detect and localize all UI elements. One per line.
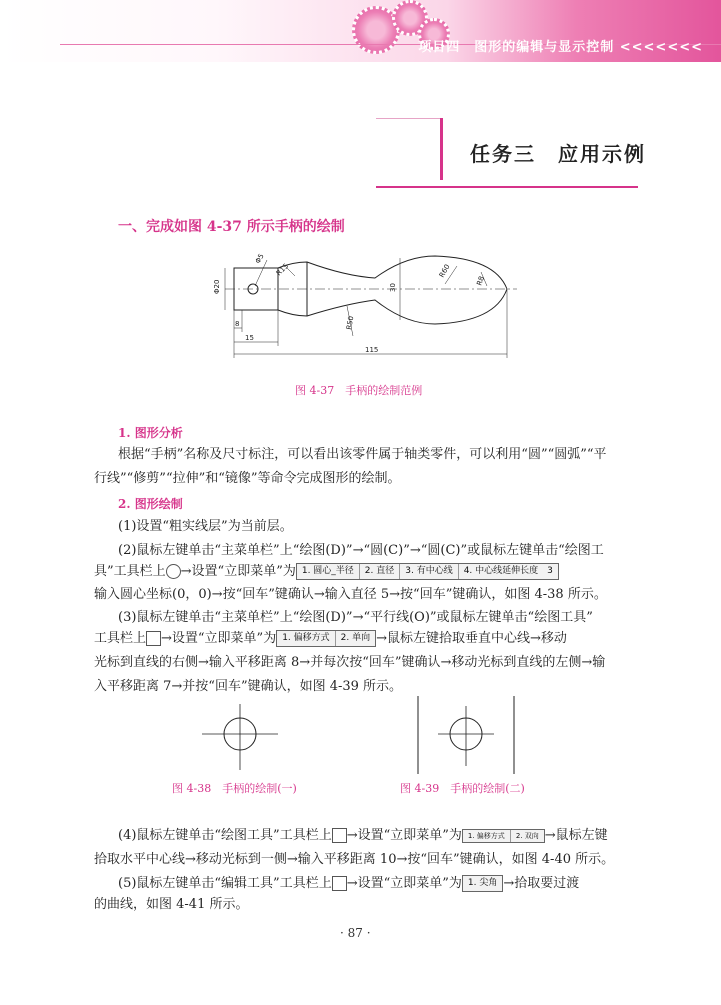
menu-field[interactable]: 1. 偏移方式 [277,631,335,646]
step4-line-2: 拾取水平中心线→移动光标到一侧→输入平移距离 10→按“回车”键确认，如图 4-40 所示。 [94,852,615,867]
step5-text-c: →拾取要过渡 [503,876,580,891]
header-title: 项目四 图形的编辑与显示控制 <<<<<<< [418,40,703,55]
analysis-line-2: 行线”“修剪”“拉伸”和“镜像”等命令完成图形的绘制。 [94,471,401,486]
immediate-menu-parallel[interactable] [276,630,376,647]
immediate-menu-parallel-both[interactable] [462,829,545,843]
task-title-underline [376,186,638,188]
dim-r15: R15 [274,262,291,278]
step2-line-3: 输入圆心坐标(0，0)→按“回车”键确认→输入直径 5→按“回车”键确认，如图 4-38 所示。 [94,587,607,602]
dim-w30: 30 [389,283,397,292]
step2-line-1: (2)鼠标左键单击“主菜单栏”上“绘图(D)”→“圆(C)”→“圆(C)”或鼠标左键单击“绘图工 [118,543,604,558]
step1-text: (1)设置“粗实线层”为当前层。 [118,519,293,534]
step4-text-c: →鼠标左键 [544,828,608,843]
figure-4-39-caption: 图 4-39 手柄的绘制(二) [400,782,525,795]
step4-line-1 [118,824,608,848]
menu-field[interactable]: 2. 双向 [515,831,539,840]
step3-text-a: 工具栏上 [94,631,147,646]
step5-text-b: →设置“立即菜单”为 [346,876,462,891]
step3-line-4: 入平移距离 7→并按“回车”键确认，如图 4-39 所示。 [94,679,403,694]
step3-line-2 [94,627,567,651]
menu-field[interactable]: 2. 单向 [340,633,371,643]
dim-r8: R8 [475,275,487,287]
dim-d20: Φ20 [213,279,221,294]
step5-text-a: (5)鼠标左键单击“编辑工具”工具栏上 [118,876,332,891]
dim-len8: 8 [235,320,240,328]
menu-field[interactable]: 1. 圆心_半径 [297,564,360,579]
figure-caption: 图 4-37 手柄的绘制范例 [295,384,423,397]
step2-text-b: →设置“立即菜单”为 [180,564,296,579]
page-number: · 87 · [340,926,371,940]
analysis-heading: 1. 图形分析 [118,426,183,440]
dim-d5: Φ5 [253,252,266,265]
parallel-line-tool-icon [332,828,347,843]
menu-field[interactable]: 1. 偏移方式 [463,830,511,842]
parallel-line-tool-icon [146,631,161,646]
menu-field[interactable]: 3. 有中心线 [400,564,458,579]
figure-4-38-caption: 图 4-38 手柄的绘制(一) [172,782,297,795]
dim-len15: 15 [245,334,254,342]
circle-tool-icon [166,564,181,579]
step4-text-a: (4)鼠标左键单击“绘图工具”工具栏上 [118,828,332,843]
handle-drawing-figure [205,246,535,376]
immediate-menu-fillet[interactable] [462,875,503,892]
fillet-tool-icon [332,876,347,891]
menu-field[interactable]: 4. 中心线延伸长度 3 [463,566,553,576]
figure-4-39-drawing [410,696,520,776]
step4-text-b: →设置“立即菜单”为 [346,828,462,843]
dim-r50: R50 [345,315,356,331]
step2-line-2 [94,560,559,584]
step3-line-1: (3)鼠标左键单击“主菜单栏”上“绘图(D)”→“平行线(O)”或鼠标左键单击“绘图工具” [118,610,593,625]
menu-field[interactable]: 1. 尖角 [467,878,498,888]
task-title: 任务三 应用示例 [470,142,646,166]
section-heading: 一、完成如图 4-37 所示手柄的绘制 [118,219,345,235]
immediate-menu-circle[interactable] [296,563,559,580]
step3-text-b: →设置“立即菜单”为 [161,631,277,646]
analysis-line-1: 根据“手柄”名称及尺寸标注，可以看出该零件属于轴类零件，可以利用“圆”“圆弧”“平 [118,447,607,462]
dim-len115: 115 [365,346,379,354]
dim-r60: R60 [437,263,452,279]
step3-line-3: 光标到直线的右侧→输入平移距离 8→并每次按“回车”键确认→移动光标到直线的左侧→输 [94,655,606,670]
step5-line-2: 的曲线，如图 4-41 所示。 [94,897,249,912]
step3-text-c: →鼠标左键拾取垂直中心线→移动 [376,631,567,646]
drawing-heading: 2. 图形绘制 [118,497,183,511]
task-title-topline [376,118,440,119]
menu-field[interactable]: 2. 直径 [360,564,400,579]
figure-4-38-drawing [190,700,290,775]
step2-text-a: 具”工具栏上 [94,564,166,579]
